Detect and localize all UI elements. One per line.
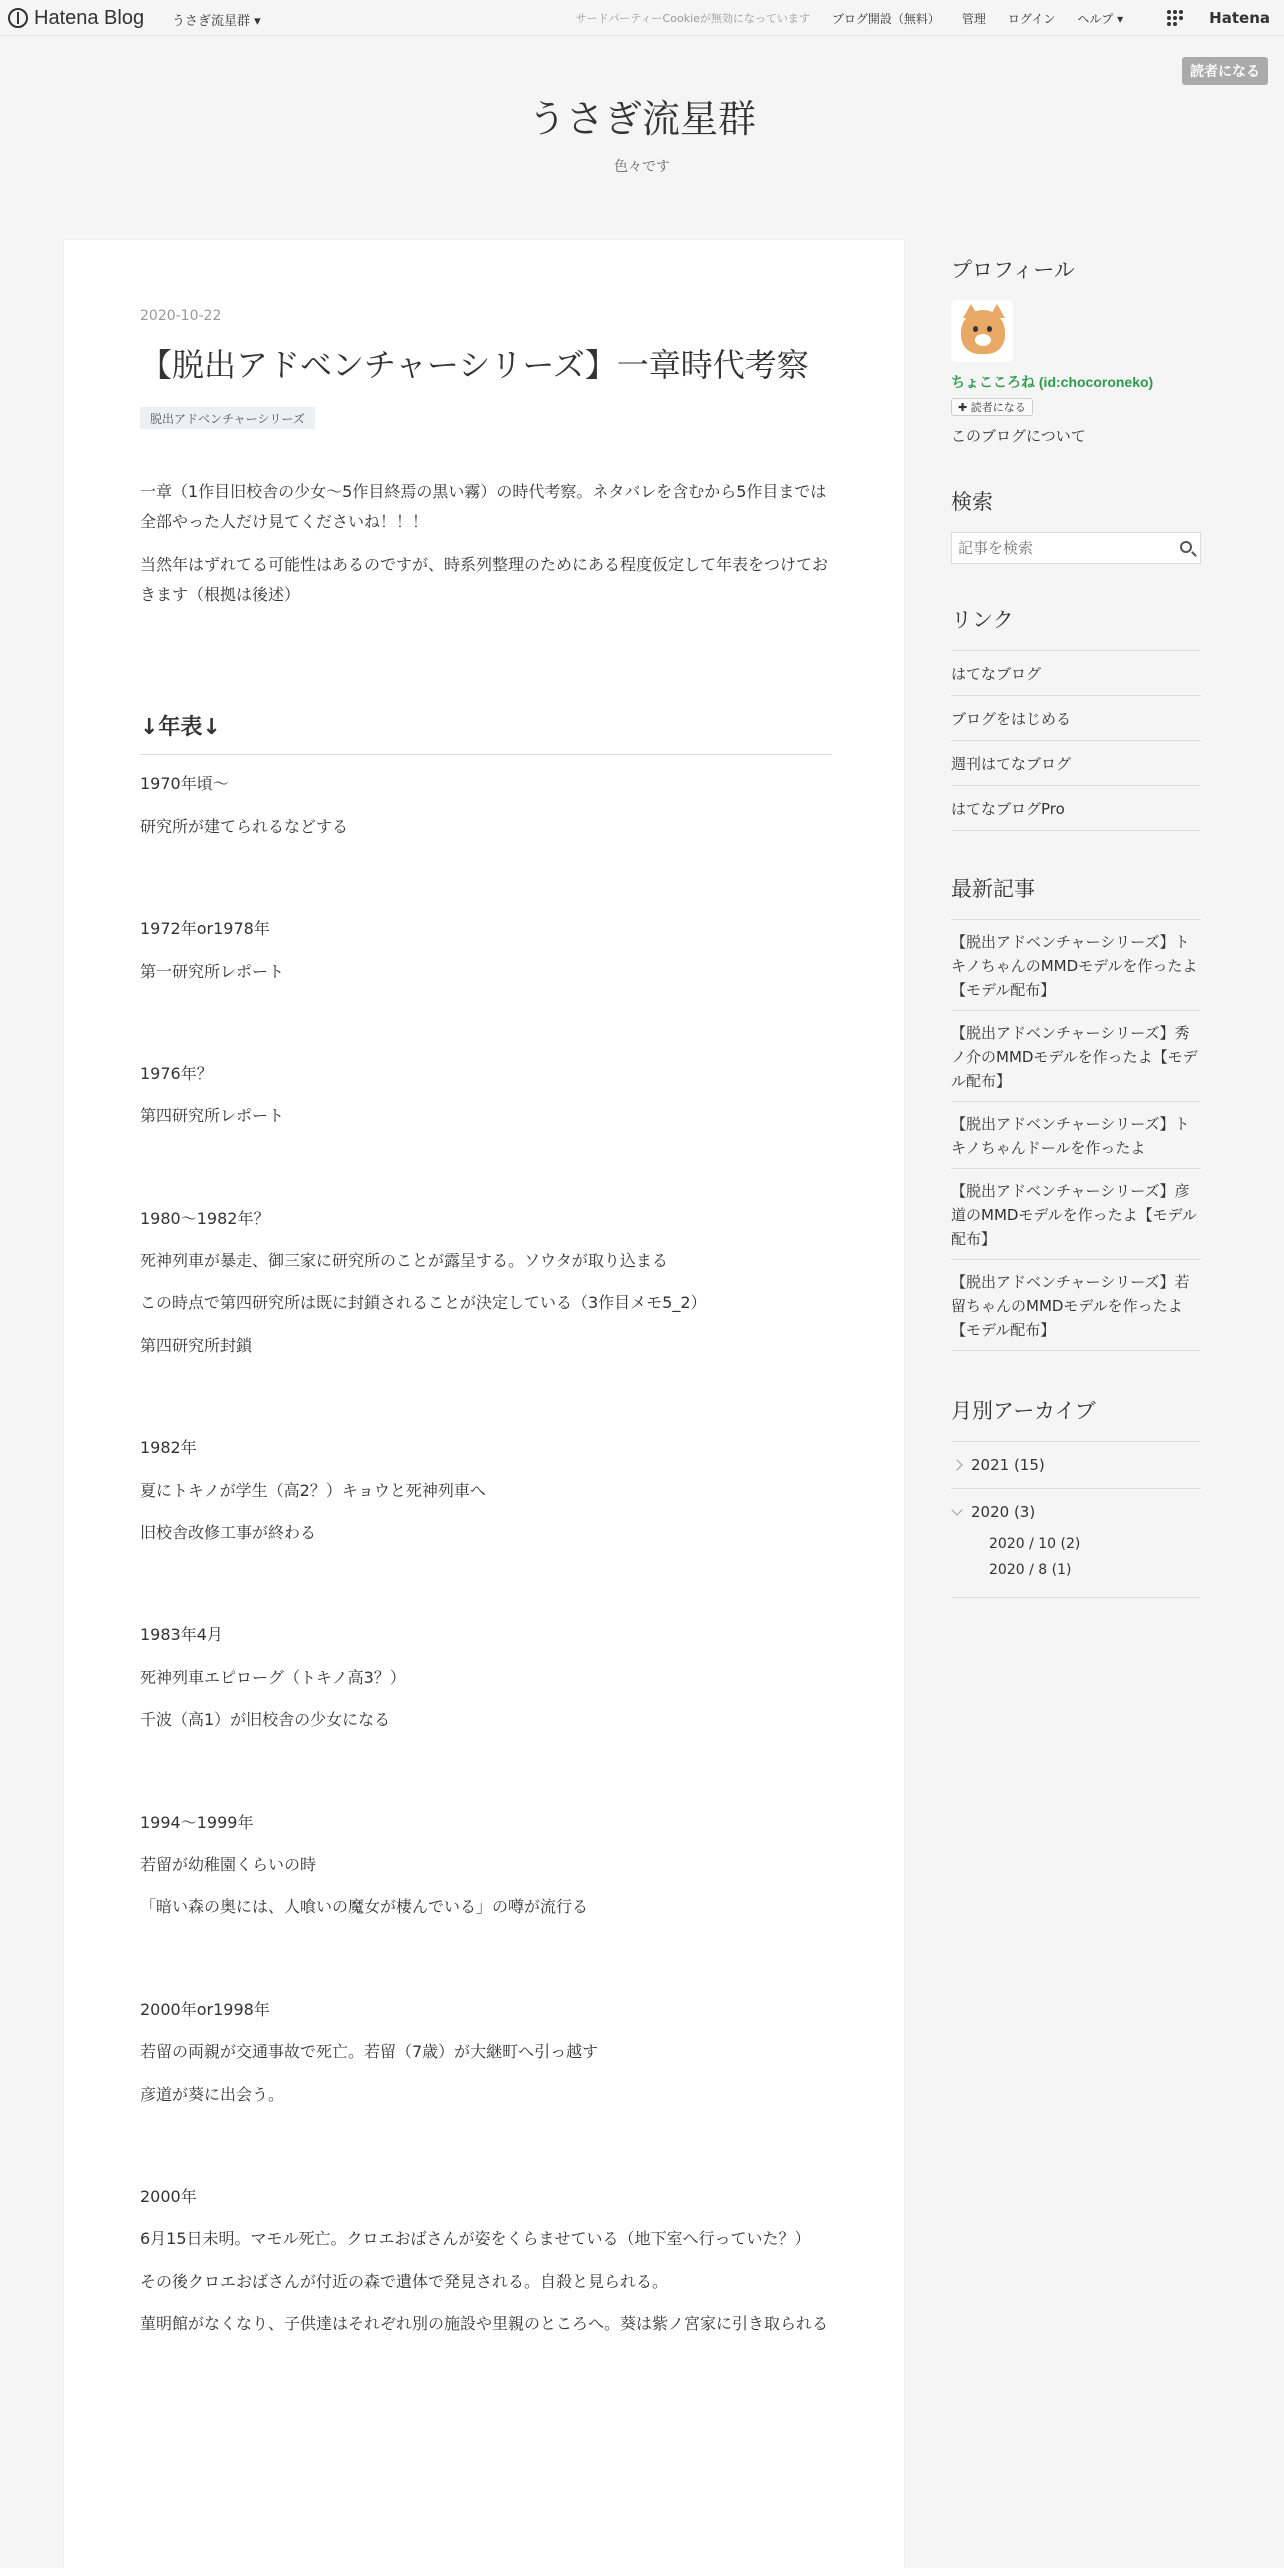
timeline-event: 千波（高1）が旧校舎の少女になる <box>140 1710 391 1730</box>
timeline-event: 第一研究所レポート <box>140 961 285 981</box>
timeline-year: 1982年 <box>140 1438 197 1458</box>
archive-year <box>951 1442 1201 1489</box>
timeline-event: 第四研究所封鎖 <box>140 1335 253 1355</box>
archive-year-toggle[interactable] <box>951 1456 1201 1474</box>
timeline-event: 夏にトキノが学生（高2？）キョウと死神列車へ <box>140 1480 486 1500</box>
timeline-event: 若留が幼稚園くらいの時 <box>140 1855 317 1874</box>
timeline-event: 死神列車が暴走、御三家に研究所のことが露呈する。ソウタが取り込まる <box>140 1251 668 1271</box>
search-module <box>951 486 1201 564</box>
blog-description: 色々です <box>614 159 670 175</box>
timeline-event: その後クロエおばさんが付近の森で遺体で発見される。自殺と見られる。 <box>140 2271 669 2291</box>
links-module <box>951 604 1201 831</box>
timeline-event: 旧校舎改修工事が終わる <box>140 1523 317 1543</box>
timeline-year: 1972年or1978年 <box>140 919 270 939</box>
recent-entry-link[interactable]: 【脱出アドベンチャーシリーズ】若留ちゃんのMMDモデルを作ったよ【モデル配布】 <box>951 1260 1201 1351</box>
main-article <box>63 239 905 2568</box>
sidebar-link-item[interactable]: 週刊はてなブログ <box>951 741 1201 786</box>
timeline-event: 研究所が建てられるなどする <box>140 816 349 836</box>
section-heading: ↓年表↓ <box>140 707 832 756</box>
chevron-right-icon[interactable] <box>951 1459 962 1470</box>
timeline-year: 1983年4月 <box>140 1625 223 1645</box>
archive-title: 月別アーカイブ <box>951 1399 1096 1423</box>
login-link[interactable]: ログイン <box>1007 11 1056 26</box>
timeline-entry <box>140 1059 832 1132</box>
timeline-event: 若留の両親が交通事故で死亡。若留（7歳）が大継町へ引っ越す <box>140 2042 599 2062</box>
sidebar <box>951 254 1201 1598</box>
links-title: リンク <box>951 608 1014 632</box>
timeline-event: 彦道が葵に出会う。 <box>140 2084 285 2104</box>
entry-date[interactable]: 2020-10-22 <box>140 308 222 324</box>
archive-year-label[interactable]: 2020 (3) <box>971 1503 1036 1521</box>
timeline-event: 第四研究所レポート <box>140 1106 285 1126</box>
help-dropdown[interactable]: ヘルプ ▾ <box>1077 11 1124 26</box>
recent-entry-link[interactable]: 【脱出アドベンチャーシリーズ】トキノちゃんのMMDモデルを作ったよ【モデル配布】 <box>951 920 1201 1011</box>
hatena-blog-logo[interactable]: Hatena Blog <box>8 5 144 31</box>
archive-year <box>951 1489 1201 1598</box>
category-tag[interactable]: 脱出アドベンチャーシリーズ <box>140 407 315 429</box>
timeline-year: 1994〜1999年 <box>140 1812 254 1832</box>
profile-avatar[interactable] <box>951 300 1013 362</box>
timeline-year: 2000年or1998年 <box>140 1999 270 2019</box>
timeline-year: 1980〜1982年？ <box>140 1208 270 1228</box>
timeline-event: 死神列車エピローグ（トキノ高3？） <box>140 1667 406 1687</box>
timeline-event: この時点で第四研究所は既に封鎖されることが決定している（3作目メモ5_2） <box>140 1293 707 1313</box>
chevron-down-icon[interactable] <box>951 1504 962 1515</box>
sidebar-link-item[interactable]: はてなブログPro <box>951 786 1201 831</box>
timeline-entry <box>140 1995 832 2110</box>
profile-subscribe-button[interactable]: ✚ 読者になる <box>951 398 1033 416</box>
timeline-entry <box>140 1433 832 1548</box>
hatena-logo-icon <box>8 8 28 28</box>
paragraph: 一章（1作目旧校舎の少女〜5作目終焉の黒い霧）の時代考察。ネタバレを含むから5作目までは全部やった人だけ見てくださいね！！！ <box>140 482 827 532</box>
global-header <box>0 0 1284 36</box>
timeline <box>140 769 832 2339</box>
recent-entry-link[interactable]: 【脱出アドベンチャーシリーズ】トキノちゃんドールを作ったよ <box>951 1102 1201 1169</box>
hatena-apps-icon <box>1167 10 1183 26</box>
recent-entries-module <box>951 873 1201 1351</box>
recent-title: 最新記事 <box>951 877 1035 901</box>
sidebar-link-item[interactable]: ブログをはじめる <box>951 696 1201 741</box>
about-blog-link[interactable]: このブログについて <box>951 427 1086 445</box>
timeline-year: 2000年 <box>140 2186 197 2206</box>
blog-menu-dropdown[interactable]: うさぎ流星群 ▾ <box>172 14 261 29</box>
archive-month-link[interactable]: 2020 / 8 (1) <box>989 1562 1072 1578</box>
timeline-entry <box>140 914 832 987</box>
profile-name[interactable]: ちょこころね (id:chocoroneko) <box>951 374 1154 390</box>
subscribe-button[interactable]: 読者になる <box>1182 57 1268 85</box>
timeline-year: 1976年？ <box>140 1063 213 1083</box>
profile-module <box>951 254 1201 446</box>
archive-month-link[interactable]: 2020 / 10 (2) <box>989 1536 1081 1552</box>
archive-year-label[interactable]: 2021 (15) <box>971 1456 1045 1474</box>
blog-title[interactable]: うさぎ流星群 <box>527 97 756 141</box>
admin-link[interactable]: 管理 <box>961 11 986 26</box>
sidebar-link-item[interactable]: はてなブログ <box>951 651 1201 696</box>
archive-module <box>951 1395 1201 1598</box>
search-title: 検索 <box>951 490 993 514</box>
entry-title[interactable]: 【脱出アドベンチャーシリーズ】一章時代考察 <box>140 346 809 384</box>
timeline-entry <box>140 1808 832 1923</box>
profile-title: プロフィール <box>951 258 1075 282</box>
paragraph: 当然年はずれてる可能性はあるのですが、時系列整理のためにある程度仮定して年表をつけておきます（根拠は後述） <box>140 554 829 605</box>
timeline-event: 「暗い森の奥には、人喰いの魔女が棲んでいる」の噂が流行る <box>140 1897 589 1917</box>
timeline-event: 6月15日未明。マモル死亡。クロエおばさんが姿をくらませている（地下室へ行っていた？） <box>140 2229 811 2249</box>
timeline-entry <box>140 769 832 842</box>
cookie-notice[interactable]: サードパーティーCookieが無効になっています <box>575 12 810 25</box>
entry-content <box>140 477 832 2352</box>
archive-year-toggle[interactable] <box>951 1503 1201 1521</box>
search-icon[interactable] <box>1180 541 1192 553</box>
hatena-menu[interactable]: Hatena <box>1145 9 1270 27</box>
recent-entry-link[interactable]: 【脱出アドベンチャーシリーズ】秀ノ介のMMDモデルを作ったよ【モデル配布】 <box>951 1011 1201 1102</box>
search-input[interactable] <box>952 533 1200 563</box>
timeline-year: 1970年頃〜 <box>140 774 229 794</box>
recent-entry-link[interactable]: 【脱出アドベンチャーシリーズ】彦道のMMDモデルを作ったよ【モデル配布】 <box>951 1169 1201 1260</box>
open-blog-link[interactable]: ブログ開設（無料） <box>831 11 940 26</box>
timeline-event: 菫明館がなくなり、子供達はそれぞれ別の施設や里親のところへ。葵は紫ノ宮家に引き取られる <box>140 2314 829 2334</box>
timeline-entry <box>140 1204 832 1362</box>
timeline-entry <box>140 2182 832 2340</box>
timeline-entry <box>140 1620 832 1735</box>
